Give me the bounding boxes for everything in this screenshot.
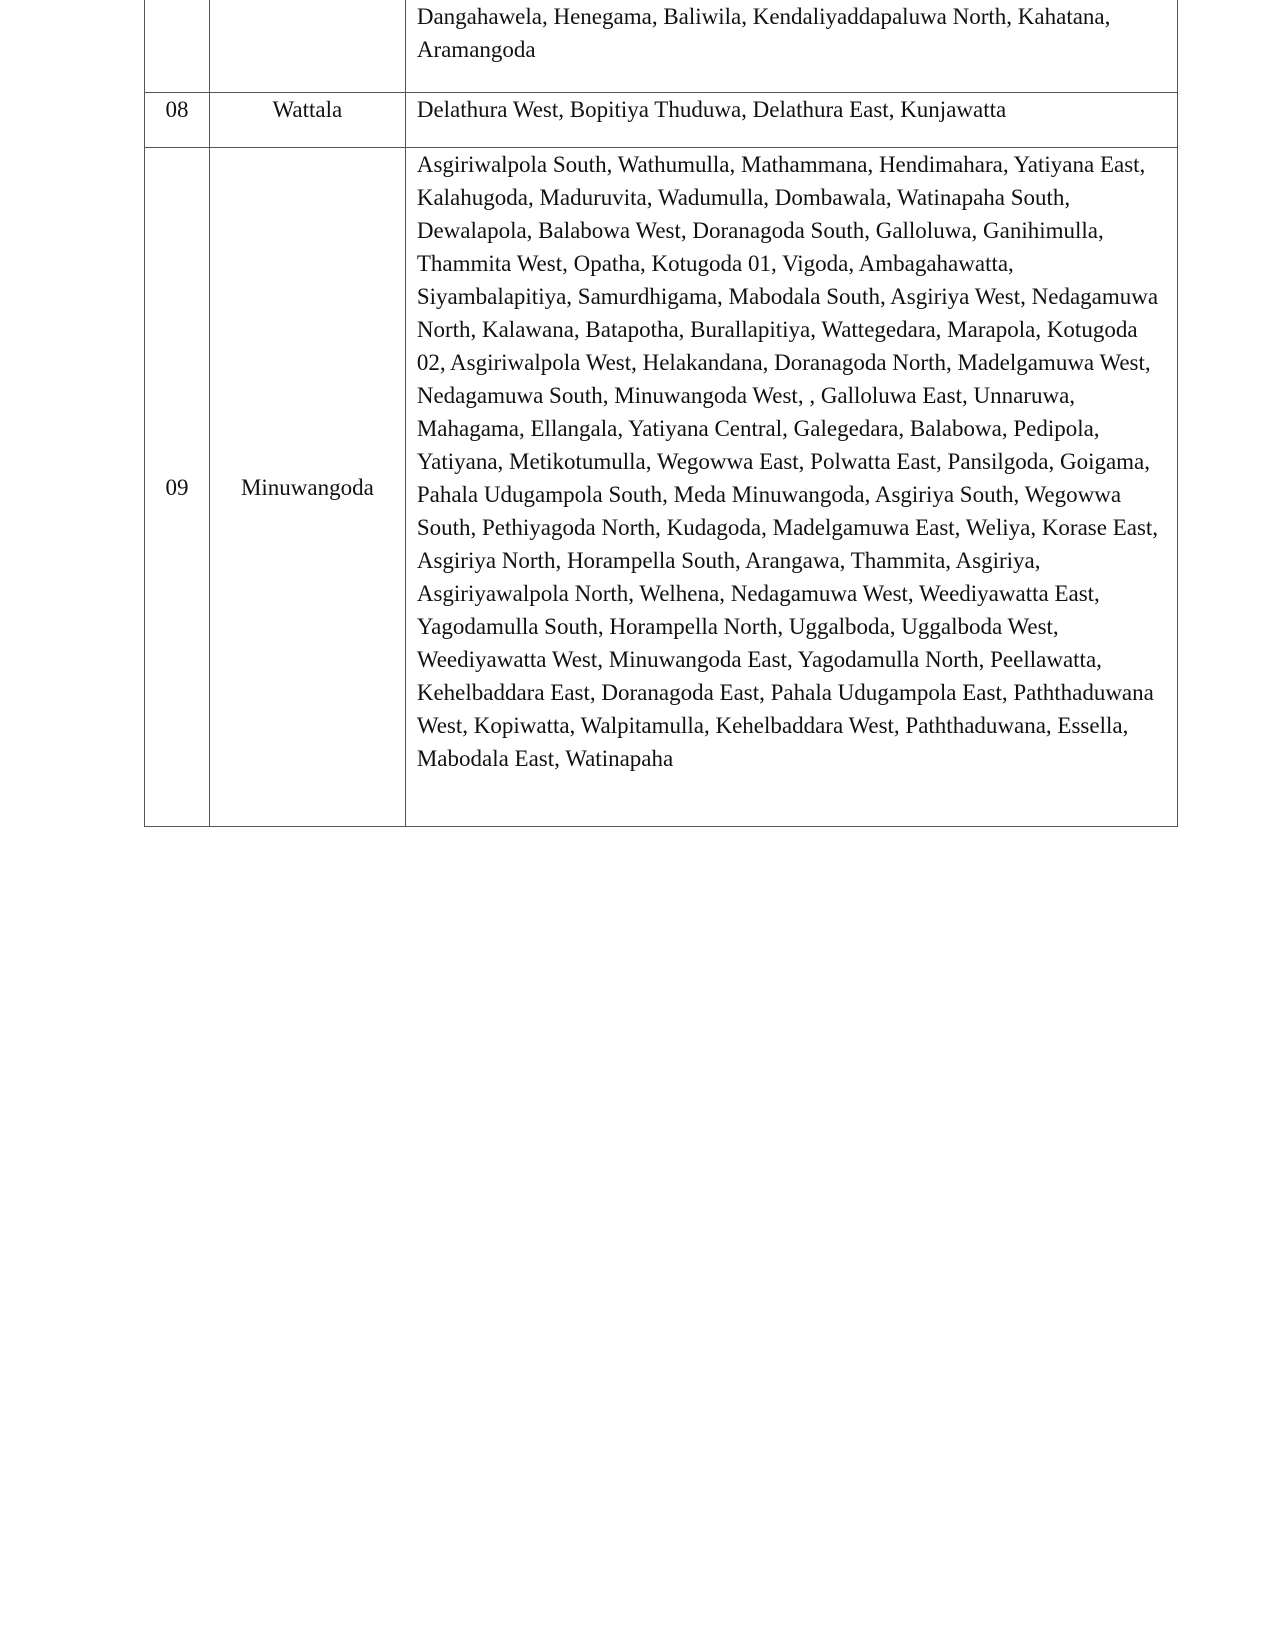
row-number-cell [145, 93, 210, 148]
table-row [145, 93, 1178, 148]
division-name-cell [209, 148, 405, 827]
areas-list: Asgiriwalpola South, Wathumulla, Mathammana, Hendimahara, Yatiyana East, Kalahugoda, Maduruvita, Wadumulla, Dombawala, Watinapaha South, Dewalapola, Balabowa West, Doranagoda South, Galloluwa, Ganihimulla, Thammita West, Opatha, Kotugoda 01, Vigoda, Ambagahawatta, Siyambalapitiya, Samurdhigama, Mabodala South, Asgiriya West, Nedagamuwa North, Kalawana, Batapotha, Burallapitiya, Wattegedara, Marapola, Kotugoda 02, Asgiriwalpola West, Helakandana, Doranagoda North, Madelgamuwa West, Nedagamuwa South, Minuwangoda West, , Galloluwa East, Unnaruwa, Mahagama, Ellangala, Yatiyana Central, Galegedara, Balabowa, Pedipola, Yatiyana, Metikotumulla, Wegowwa East, Polwatta East, Pansilgoda, Goigama, Pahala Udugampola South, Meda Minuwangoda, Asgiriya South, Wegowwa South, Pethiyagoda North, Kudagoda, Madelgamuwa East, Weliya, Korase East, Asgiriya North, Horampella South, Arangawa, Thammita, Asgiriya, Asgiriyawalpola North, Welhena, Nedagamuwa West, Weediyawatta East, Yagodamulla South, Horampella North, Uggalboda, Uggalboda West, Weediyawatta West, Minuwangoda East, Yagodamulla North, Peellawatta, Kehelbaddara East, Doranagoda East, Pahala Udugampola East, Paththaduwana West, Kopiwatta, Walpitamulla, Kehelbaddara West, Paththaduwana, Essella, Mabodala East, Watinapaha [416, 152, 1159, 771]
areas-list: Dangahawela, Henegama, Baliwila, Kendaliyaddapaluwa North, Kahatana, Aramangoda [416, 4, 1111, 62]
areas-cell [405, 93, 1177, 148]
division-table [144, 0, 1178, 827]
row-number: 08 [165, 97, 189, 122]
division-name: Minuwangoda [240, 474, 374, 500]
division-name: Wattala [272, 97, 343, 122]
division-name-cell [209, 93, 405, 148]
areas-list: Delathura West, Bopitiya Thuduwa, Delathura East, Kunjawatta [416, 97, 1007, 122]
row-number: 09 [165, 474, 189, 500]
row-number-cell [145, 0, 210, 93]
areas-cell [405, 148, 1177, 827]
table-row [145, 0, 1178, 93]
areas-cell [405, 0, 1177, 93]
row-number-cell [145, 148, 210, 827]
table-row [145, 148, 1178, 827]
division-name-cell [209, 0, 405, 93]
